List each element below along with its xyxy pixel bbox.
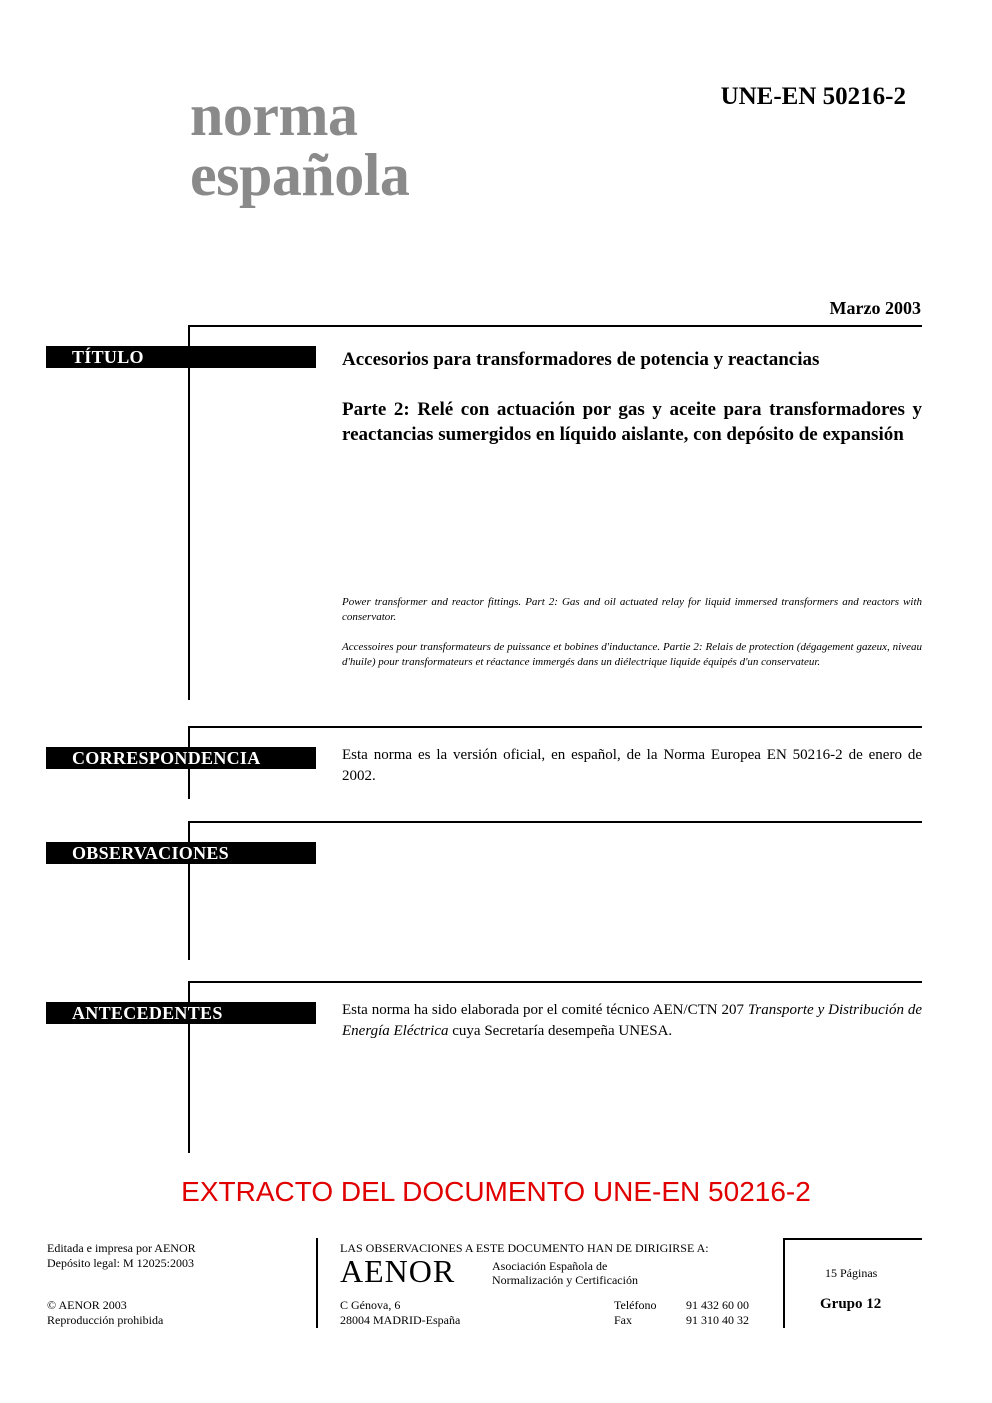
document-subtitle: Parte 2: Relé con actuación por gas y aceite para transformadores y reactancias sumergidos en líquido aislante, con depósito de expansión [342,399,922,445]
brand-line-espanola: española [190,142,410,208]
correspondencia-text: Esta norma es la versión oficial, en español, de la Norma Europea EN 50216-2 de enero de 2002. [342,747,922,784]
standard-code: UNE-EN 50216-2 [720,83,906,110]
footer-legal-deposit: Depósito legal: M 12025:2003 [47,1256,194,1270]
antecedentes-text-suffix: cuya Secretaría desempeña UNESA. [448,1023,673,1039]
section-label-titulo: TÍTULO [46,346,316,368]
org-name [492,1259,638,1287]
footer-observations-note: LAS OBSERVACIONES A ESTE DOCUMENTO HAN DE DIRIGIRSE A: [340,1241,709,1255]
price-group: Grupo 12 [820,1296,882,1312]
publication-date: Marzo 2003 [829,298,921,318]
antecedentes-committee-name: Transporte y Distribución de Energía Eléctrica [342,1002,922,1039]
org-name-line2: Normalización y Certificación [492,1273,638,1287]
footer-copyright: © AENOR 2003 [47,1298,127,1312]
footer-fax-label: Fax [614,1313,632,1327]
footer-address-line2: 28004 MADRID-España [340,1313,461,1327]
divider-antecedentes [188,981,922,983]
aenor-logo: AENOR [340,1253,456,1289]
title-french: Accessoires pour transformateurs de puissance et bobines d'inductance. Partie 2: Relais de protection (dégagement gazeux, niveau d'huile) pour transformateurs et réactance immergés dans un diélectrique liquide équipés d'un conservateur. [342,641,922,668]
brand-line-norma: norma [190,82,358,148]
antecedentes-text-prefix: Esta norma ha sido elaborada por el comité técnico AEN/CTN 207 [342,1002,748,1018]
extract-watermark: EXTRACTO DEL DOCUMENTO UNE-EN 50216-2 [181,1176,811,1207]
footer-divider-right [783,1238,785,1328]
footer-phone-label: Teléfono [614,1298,657,1312]
footer-reproduction: Reproducción prohibida [47,1313,164,1327]
page-count: 15 Páginas [825,1266,878,1280]
section-label-observaciones: OBSERVACIONES [46,842,316,864]
antecedentes-text [342,1000,922,1042]
footer-edited-by: Editada e impresa por AENOR [47,1241,196,1255]
footer-address-line1: C Génova, 6 [340,1298,401,1312]
vrule-titulo [188,325,190,700]
org-name-line1: Asociación Española de [492,1259,608,1273]
footer-box-top [783,1238,922,1240]
footer-phone: 91 432 60 00 [686,1298,749,1312]
footer-fax: 91 310 40 32 [686,1313,749,1327]
divider-titulo [188,325,922,327]
divider-correspondencia [188,726,922,728]
title-english: Power transformer and reactor fittings. Part 2: Gas and oil actuated relay for liquid immersed transformers and reactors with conservator. [342,596,922,623]
divider-observaciones [188,821,922,823]
document-title: Accesorios para transformadores de potencia y reactancias [342,349,820,370]
footer-divider-left [316,1238,318,1328]
section-label-antecedentes: ANTECEDENTES [46,1002,316,1024]
section-label-correspondencia: CORRESPONDENCIA [46,747,316,769]
